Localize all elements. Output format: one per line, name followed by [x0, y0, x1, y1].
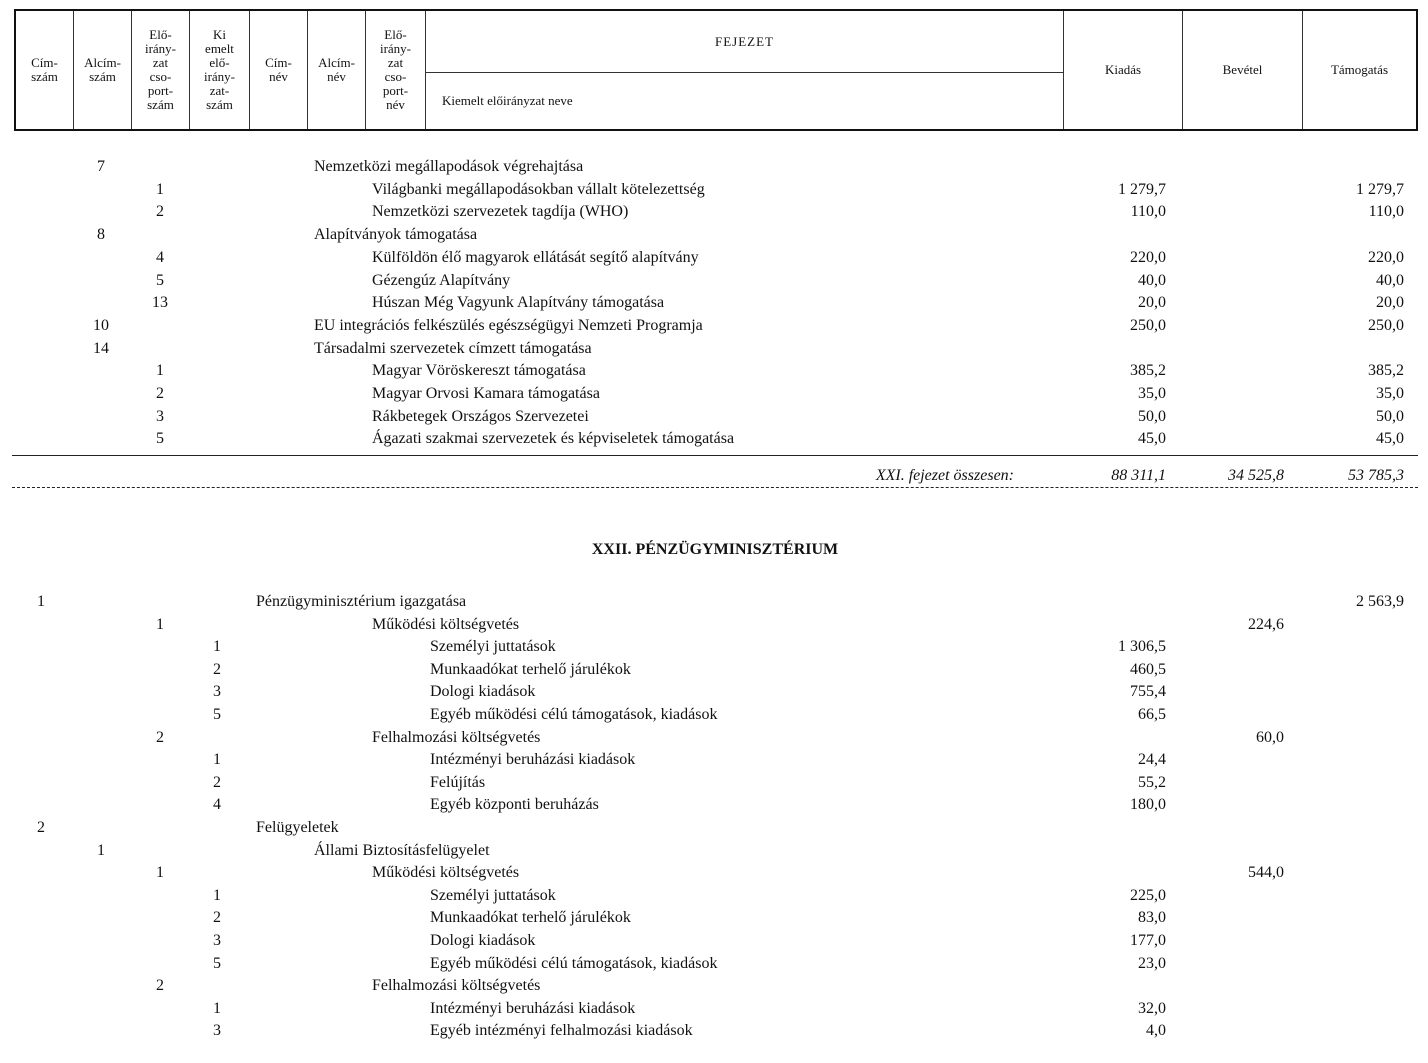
row-name: EU integrációs felkészülés egészségügyi Nemzeti Programja — [314, 316, 703, 334]
table-row — [0, 637, 1428, 659]
row-kiadas: 4,0 — [1146, 1022, 1166, 1040]
total-label: XXI. fejezet összesen: — [875, 467, 1014, 484]
row-code-c3: 3 — [156, 407, 164, 425]
row-name: Alapítványok támogatása — [314, 226, 478, 244]
header-tamogatas: Támogatás — [1330, 62, 1389, 77]
table-row — [0, 682, 1428, 704]
row-code-c3: 1 — [156, 362, 164, 380]
table-row — [0, 931, 1428, 953]
header-alcim-szam: Alcím- szám — [74, 11, 132, 129]
row-name: Húszan Még Vagyunk Alapítvány támogatása — [372, 294, 665, 312]
total-rule-top — [12, 455, 1418, 456]
row-kiadas: 83,0 — [1138, 909, 1166, 927]
table-row — [0, 976, 1428, 998]
row-kiadas: 180,0 — [1130, 796, 1166, 814]
table-header — [14, 9, 1418, 131]
row-code-c1: 2 — [37, 819, 45, 836]
table-row — [0, 202, 1428, 224]
table-row — [0, 841, 1428, 863]
row-code-c2: 8 — [97, 226, 105, 244]
row-name: Magyar Vöröskereszt támogatása — [372, 362, 586, 380]
row-kiadas: 225,0 — [1130, 886, 1166, 904]
row-kiadas: 1 306,5 — [1118, 638, 1166, 656]
row-kiadas: 220,0 — [1130, 248, 1166, 266]
row-code-c4: 1 — [213, 999, 221, 1017]
table-row — [0, 705, 1428, 727]
row-code-c4: 1 — [213, 638, 221, 656]
row-name: Egyéb működési célú támogatások, kiadások — [430, 954, 718, 972]
table-row — [0, 407, 1428, 429]
table-row — [0, 248, 1428, 270]
table-row — [0, 361, 1428, 383]
row-tamogatas: 20,0 — [1376, 294, 1404, 312]
row-tamogatas: 50,0 — [1376, 407, 1404, 425]
row-code-c3: 2 — [156, 203, 164, 221]
row-name: Dologi kiadások — [430, 683, 536, 701]
header-alcim-nev: Alcím- név — [308, 11, 366, 129]
table-row — [0, 180, 1428, 202]
row-name: Gézengúz Alapítvány — [372, 271, 511, 289]
row-name: Működési költségvetés — [372, 615, 520, 633]
row-code-c3: 1 — [156, 180, 164, 198]
row-tamogatas: 1 279,7 — [1356, 180, 1404, 198]
row-name: Nemzetközi szervezetek tagdíja (WHO) — [372, 203, 629, 221]
header-bevetel: Bevétel — [1183, 11, 1303, 129]
row-name: Egyéb központi beruházás — [430, 796, 599, 814]
section-xxi-total-row — [0, 466, 1428, 488]
table-row — [0, 773, 1428, 795]
header-cim-nev: Cím- név — [250, 11, 308, 129]
row-kiadas: 66,5 — [1138, 706, 1166, 723]
total-rule-bottom — [12, 487, 1418, 488]
table-row — [0, 750, 1428, 772]
row-name: Személyi juttatások — [430, 886, 556, 904]
total-kiadas: 88 311,1 — [1111, 467, 1166, 484]
row-bevetel: 224,6 — [1248, 615, 1284, 633]
row-kiadas: 23,0 — [1138, 954, 1166, 972]
row-code-c4: 2 — [213, 909, 221, 927]
header-kiemelt-eloiranyzat-szam: Ki emelt elő- irány- zat- szám — [190, 11, 250, 129]
header-fejezet: FEJEZET — [426, 11, 1063, 73]
row-tamogatas: 250,0 — [1368, 316, 1404, 334]
row-tamogatas: 385,2 — [1368, 362, 1404, 380]
table-row — [0, 886, 1428, 908]
row-name: Világbanki megállapodásokban vállalt kötelezettség — [372, 180, 705, 198]
row-kiadas: 250,0 — [1130, 316, 1166, 334]
row-tamogatas: 220,0 — [1368, 248, 1404, 266]
header-eloiranyzat-csoport-szam: Elő- irány- zat cso- port- szám — [132, 11, 190, 129]
row-name: Intézményi beruházási kiadások — [430, 751, 636, 769]
table-row — [0, 863, 1428, 885]
row-code-c4: 5 — [213, 706, 221, 723]
table-row — [0, 429, 1428, 451]
header-kiadas: Kiadás — [1063, 11, 1183, 129]
row-code-c2: 10 — [93, 316, 109, 334]
table-row — [0, 908, 1428, 930]
row-kiadas: 177,0 — [1130, 932, 1166, 949]
table-row — [0, 615, 1428, 637]
row-name: Ágazati szakmai szervezetek és képviseletek támogatása — [372, 430, 735, 448]
row-kiadas: 55,2 — [1138, 773, 1166, 791]
row-code-c3: 2 — [156, 728, 164, 746]
table-row — [0, 225, 1428, 247]
table-row — [0, 157, 1428, 179]
row-code-c2: 14 — [93, 339, 109, 357]
row-code-c4: 3 — [213, 1022, 221, 1040]
row-kiadas: 460,5 — [1130, 660, 1166, 678]
row-name: Külföldön élő magyarok ellátását segítő alapítvány — [372, 248, 699, 266]
row-tamogatas: 40,0 — [1376, 271, 1404, 289]
row-kiadas: 32,0 — [1138, 999, 1166, 1017]
table-row — [0, 271, 1428, 293]
row-kiadas: 40,0 — [1138, 271, 1166, 289]
row-name: Állami Biztosításfelügyelet — [314, 841, 490, 859]
row-code-c1: 1 — [37, 593, 45, 610]
table-row — [0, 1021, 1428, 1043]
row-name: Nemzetközi megállapodások végrehajtása — [314, 158, 584, 175]
row-tamogatas: 2 563,9 — [1356, 593, 1404, 610]
row-code-c3: 13 — [152, 294, 168, 312]
row-kiadas: 45,0 — [1138, 430, 1166, 448]
row-kiadas: 1 279,7 — [1118, 180, 1166, 198]
table-row — [0, 339, 1428, 361]
row-code-c3: 1 — [156, 615, 164, 633]
row-name: Magyar Orvosi Kamara támogatása — [372, 385, 600, 402]
row-name: Munkaadókat terhelő járulékok — [430, 660, 631, 678]
row-tamogatas: 45,0 — [1376, 430, 1404, 448]
table-row — [0, 728, 1428, 750]
table-row — [0, 818, 1428, 840]
row-code-c3: 5 — [156, 271, 164, 289]
table-row — [0, 592, 1428, 614]
row-tamogatas: 110,0 — [1368, 203, 1404, 221]
row-name: Társadalmi szervezetek címzett támogatása — [314, 339, 592, 357]
row-name: Munkaadókat terhelő járulékok — [430, 909, 631, 927]
row-code-c3: 2 — [156, 977, 164, 995]
row-kiadas: 50,0 — [1138, 407, 1166, 425]
row-name: Működési költségvetés — [372, 864, 520, 882]
table-row — [0, 316, 1428, 338]
row-code-c3: 4 — [156, 248, 164, 266]
header-kiemelt-nev: Kiemelt előirányzat neve — [442, 93, 573, 108]
row-code-c3: 1 — [156, 864, 164, 882]
row-code-c4: 2 — [213, 773, 221, 791]
row-code-c4: 3 — [213, 932, 221, 949]
row-name: Intézményi beruházási kiadások — [430, 999, 636, 1017]
row-name: Felújítás — [430, 773, 486, 791]
row-kiadas: 755,4 — [1130, 683, 1166, 701]
row-kiadas: 24,4 — [1138, 751, 1166, 769]
total-tamogatas: 53 785,3 — [1348, 467, 1404, 484]
row-name: Pénzügyminisztérium igazgatása — [256, 593, 467, 610]
row-name: Személyi juttatások — [430, 638, 556, 656]
row-tamogatas: 35,0 — [1376, 385, 1404, 402]
header-cim-szam: Cím- szám — [16, 11, 74, 129]
row-code-c3: 5 — [156, 430, 164, 448]
section-xxii-title: XXII. PÉNZÜGYMINISZTÉRIUM — [591, 541, 839, 558]
row-name: Felhalmozási költségvetés — [372, 728, 541, 746]
row-code-c3: 2 — [156, 385, 164, 402]
row-name: Egyéb intézményi felhalmozási kiadások — [430, 1022, 693, 1040]
header-eloiranyzat-csoport-nev: Elő- irány- zat cso- port- név — [366, 11, 426, 129]
table-row — [0, 999, 1428, 1021]
row-kiadas: 385,2 — [1130, 362, 1166, 380]
row-bevetel: 60,0 — [1256, 728, 1284, 746]
row-kiadas: 110,0 — [1130, 203, 1166, 221]
row-code-c4: 1 — [213, 886, 221, 904]
table-row — [0, 660, 1428, 682]
row-name: Egyéb működési célú támogatások, kiadások — [430, 706, 718, 723]
table-row — [0, 954, 1428, 976]
total-bevetel: 34 525,8 — [1228, 467, 1284, 484]
row-name: Felügyeletek — [256, 819, 339, 836]
row-name: Rákbetegek Országos Szervezetei — [372, 407, 589, 425]
row-code-c2: 1 — [97, 841, 105, 859]
row-code-c4: 2 — [213, 660, 221, 678]
row-code-c2: 7 — [97, 158, 105, 175]
row-code-c4: 1 — [213, 751, 221, 769]
table-row — [0, 795, 1428, 817]
row-code-c4: 3 — [213, 683, 221, 701]
row-name: Felhalmozási költségvetés — [372, 977, 541, 995]
row-code-c4: 5 — [213, 954, 221, 972]
row-code-c4: 4 — [213, 796, 221, 814]
row-kiadas: 20,0 — [1138, 294, 1166, 312]
row-bevetel: 544,0 — [1248, 864, 1284, 882]
table-row — [0, 293, 1428, 315]
row-kiadas: 35,0 — [1138, 385, 1166, 402]
row-name: Dologi kiadások — [430, 932, 536, 949]
table-row — [0, 384, 1428, 406]
